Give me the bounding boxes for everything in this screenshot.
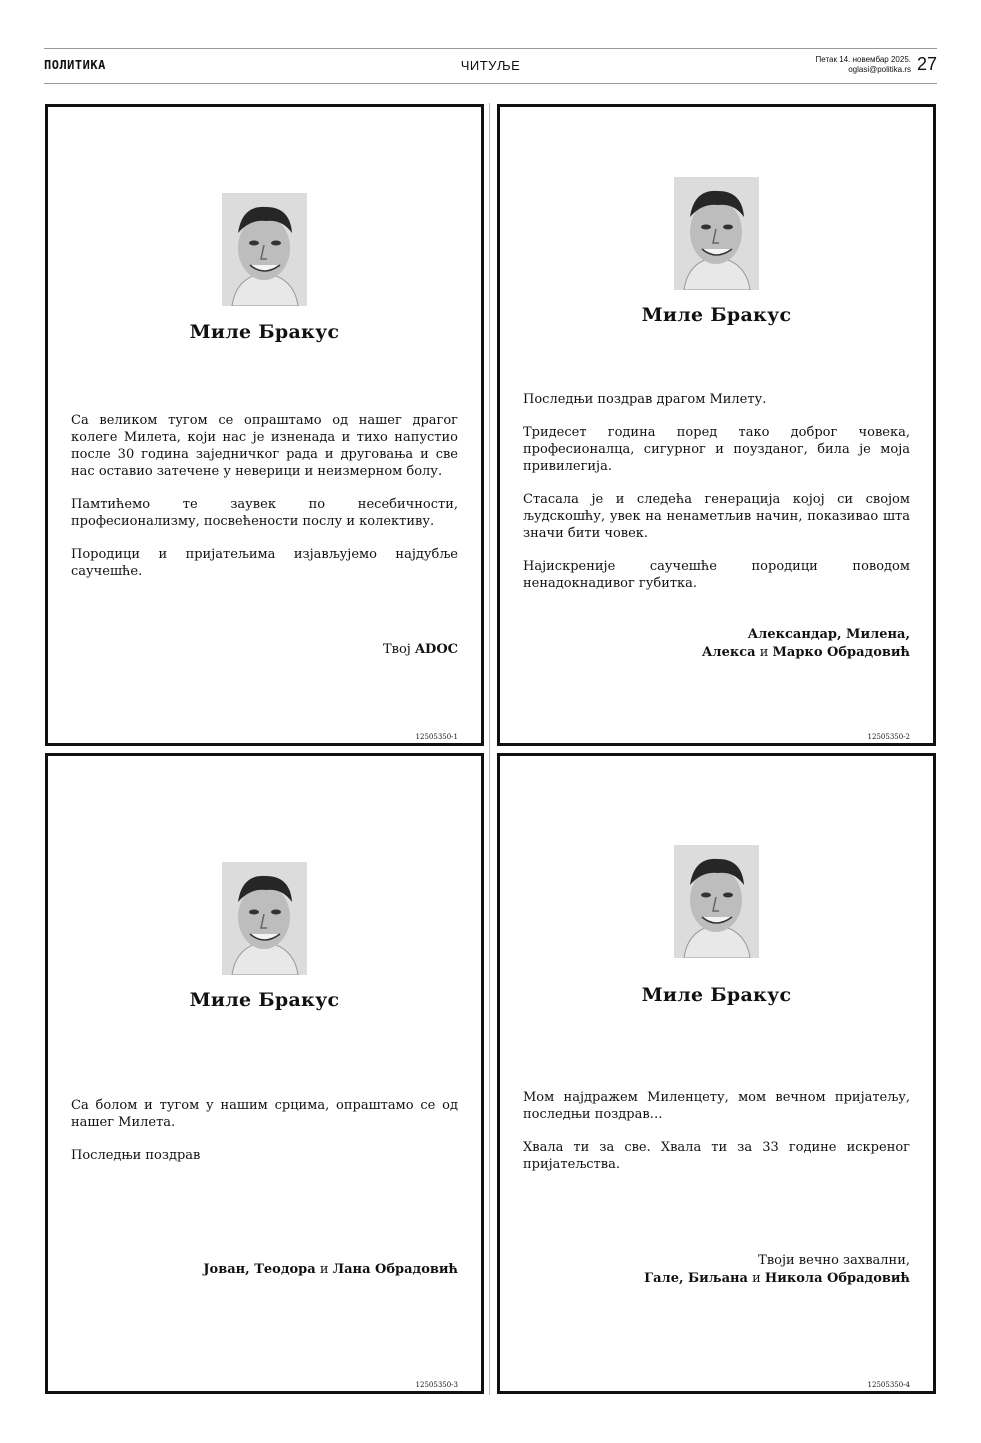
deceased-name: Миле Бракус: [189, 989, 340, 1011]
signature: [383, 641, 458, 659]
deceased-name: Миле Бракус: [189, 321, 340, 343]
signature-name: Лана Обрадовић: [332, 1262, 458, 1277]
signature-conjunction: и: [747, 1271, 765, 1286]
newspaper-logo: ПОЛИТИКА: [44, 58, 106, 72]
section-title: ЧИТУЉЕ: [460, 58, 521, 73]
notice-paragraph: Последњи поздрав: [71, 1148, 201, 1163]
issue-meta: [816, 55, 911, 75]
notice-paragraph: Са болом и тугом у нашим срцима, опраштамо се од нашег Милета.: [71, 1098, 458, 1130]
signature: [203, 1261, 458, 1279]
signature: [702, 626, 910, 662]
notice-paragraph: Са великом тугом се опраштамо од нашег драгог колеге Милета, који нас је изненада и тихо напустио после 30 година заједничког рада и друговања и све нас оставио затечене у неверици и неизмерном болу.: [71, 413, 458, 479]
notice-paragraph: Мом најдражем Миленцету, мом вечном пријатељу, последњи поздрав…: [523, 1090, 910, 1122]
notice-paragraph: Последњи поздрав драгом Милету.: [523, 392, 767, 407]
signature-name: Јован, Теодора: [203, 1262, 316, 1277]
portrait-photo: [674, 845, 759, 958]
deceased-name: Миле Бракус: [641, 304, 792, 326]
contact-email: oglasi@politika.rs: [848, 65, 911, 74]
signature-name: Марко Обрадовић: [772, 645, 910, 660]
ad-code: 12505350-1: [415, 733, 458, 741]
portrait-image: [222, 193, 307, 306]
signature-name: Никола Обрадовић: [764, 1271, 910, 1286]
signature-name: Алекса: [701, 645, 756, 660]
notice-paragraph: Породици и пријатељима изјављујемо најдубље саучешће.: [71, 547, 458, 579]
ad-code: 12505350-2: [867, 733, 910, 741]
column-divider: [489, 103, 490, 1395]
portrait-image: [222, 862, 307, 975]
notice-text: [71, 412, 458, 596]
signature-line: [644, 1270, 910, 1288]
portrait-image: [674, 845, 759, 958]
signature: [644, 1252, 910, 1288]
portrait-image: [674, 177, 759, 290]
signature-line: [702, 644, 910, 662]
portrait-photo: [222, 862, 307, 975]
deceased-name: Миле Бракус: [641, 984, 792, 1006]
notice-text: [523, 1089, 910, 1189]
issue-date: Петак 14. новембар 2025.: [815, 55, 911, 64]
signature-prefix: Твој: [382, 642, 415, 657]
notice-paragraph: Хвала ти за све. Хвала ти за 33 године искреног пријатељства.: [523, 1140, 910, 1172]
notice-paragraph: Памтићемо те заувек по несебичности, професионализму, посвећености послу и колективу.: [71, 497, 458, 529]
notice-paragraph: Тридесет година поред тако доброг човека, професионалца, сигурног и поузданог, била је моја привилегија.: [523, 425, 910, 474]
notice-text: [71, 1097, 458, 1180]
signature-line: Твоји вечно захвални,: [758, 1253, 910, 1268]
ad-code: 12505350-4: [867, 1381, 910, 1389]
ad-code: 12505350-3: [415, 1381, 458, 1389]
notice-paragraph: Најискреније саучешће породици поводом ненадокнадивог губитка.: [523, 559, 910, 591]
obituary-notice-1: [45, 104, 484, 746]
notice-paragraph: Стасала је и следећа генерација којој си својом људскошћу, увек на ненаметљив начин, показивао шта значи бити човек.: [523, 492, 910, 541]
signature-line: [702, 626, 910, 644]
notice-text: [523, 391, 910, 608]
obituary-notice-2: [497, 104, 936, 746]
signature-conjunction: и: [315, 1262, 333, 1277]
signature-name: Гале, Биљана: [644, 1271, 748, 1286]
obituary-notice-4: [497, 753, 936, 1394]
page-number: 27: [916, 54, 937, 74]
signature-conjunction: и: [755, 645, 773, 660]
page-header: [44, 48, 937, 84]
portrait-photo: [222, 193, 307, 306]
signature-names: Александар, Милена,: [747, 627, 910, 642]
portrait-photo: [674, 177, 759, 290]
signature-sender: ADOC: [414, 642, 458, 657]
obituary-notice-3: [45, 753, 484, 1394]
